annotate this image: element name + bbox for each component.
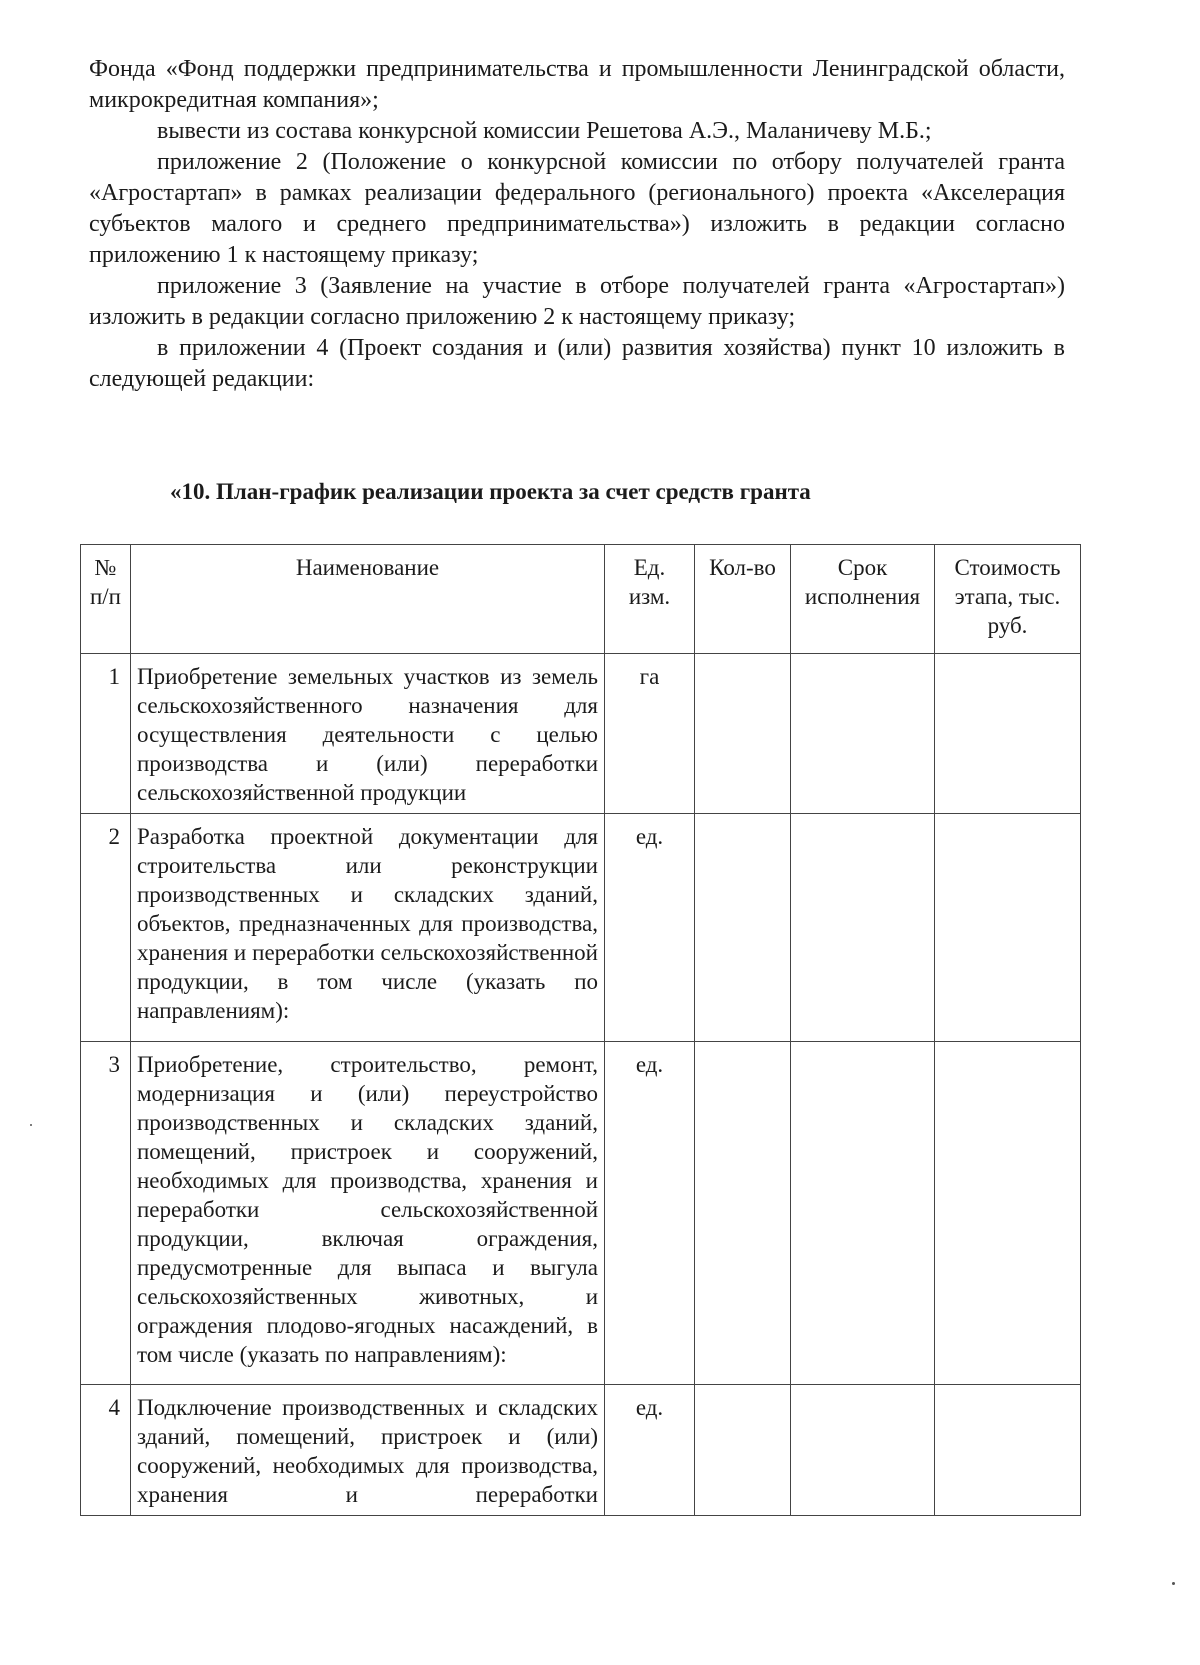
row-num: 2 <box>81 814 131 1042</box>
intro-paragraph-4: приложение 3 (Заявление на участие в отборе получателей гранта «Агростартап») изложить в редакции согласно приложению 2 к настоящему приказу; <box>89 273 1065 330</box>
row-term <box>791 814 935 1042</box>
table-row <box>81 1042 1081 1385</box>
scan-speck <box>1172 1582 1175 1585</box>
table-header-row <box>81 545 1081 654</box>
plan-schedule-table <box>80 544 1081 1516</box>
intro-paragraph-2: вывести из состава конкурсной комиссии Решетова А.Э., Маланичеву М.Б.; <box>157 118 932 144</box>
row-qty <box>695 1385 791 1516</box>
row-term <box>791 654 935 814</box>
row-cost <box>935 654 1081 814</box>
header-unit: Ед. изм. <box>605 545 695 654</box>
row-unit: ед. <box>605 1042 695 1385</box>
row-cost <box>935 1385 1081 1516</box>
intro-paragraph-3: приложение 2 (Положение о конкурсной комиссии по отбору получателей гранта «Агростартап» в рамках реализации федерального (регионального) проекта «Акселерация субъектов малого и среднего предпринимательства») изложить в редакции согласно приложению 1 к настоящему приказу; <box>89 149 1065 268</box>
row-num: 1 <box>81 654 131 814</box>
row-name: Подключение производственных и складских зданий, помещений, пристроек и (или) сооружений, необходимых для производства, хранения и переработки <box>131 1385 605 1516</box>
row-unit: га <box>605 654 695 814</box>
row-num: 3 <box>81 1042 131 1385</box>
row-name: Приобретение, строительство, ремонт, модернизация и (или) переустройство производственных и складских зданий, помещений, пристроек и сооружений, необходимых для производства, хранения и переработки сельскохозяйственной продукции, включая ограждения, предусмотренные для выпаса и выгула сельскохозяйственных животных, и ограждения плодово-ягодных насаждений, в том числе (указать по направлениям): <box>131 1042 605 1385</box>
header-qty: Кол-во <box>695 545 791 654</box>
row-name: Разработка проектной документации для строительства или реконструкции производственных и складских зданий, объектов, предназначенных для производства, хранения и переработки сельскохозяйственной продукции, в том числе (указать по направлениям): <box>131 814 605 1042</box>
intro-text <box>89 54 1065 395</box>
table-row <box>81 654 1081 814</box>
row-cost <box>935 1042 1081 1385</box>
intro-paragraph-1: Фонда «Фонд поддержки предпринимательства и промышленности Ленинградской области, микрокредитная компания»; <box>89 56 1065 113</box>
row-qty <box>695 654 791 814</box>
row-term <box>791 1042 935 1385</box>
row-unit: ед. <box>605 1385 695 1516</box>
row-term <box>791 1385 935 1516</box>
header-term: Срок исполнения <box>791 545 935 654</box>
row-name: Приобретение земельных участков из земель сельскохозяйственного назначения для осуществления деятельности с целью производства и (или) переработки сельскохозяйственной продукции <box>131 654 605 814</box>
row-qty <box>695 814 791 1042</box>
header-num: № п/п <box>81 545 131 654</box>
section-heading: «10. План-график реализации проекта за счет средств гранта <box>170 479 811 504</box>
row-unit: ед. <box>605 814 695 1042</box>
table-row <box>81 814 1081 1042</box>
scan-speck <box>30 1124 32 1126</box>
header-name: Наименование <box>131 545 605 654</box>
row-qty <box>695 1042 791 1385</box>
row-cost <box>935 814 1081 1042</box>
table-row <box>81 1385 1081 1516</box>
header-cost: Стоимость этапа, тыс. руб. <box>935 545 1081 654</box>
intro-paragraph-5: в приложении 4 (Проект создания и (или) развития хозяйства) пункт 10 изложить в следующей редакции: <box>89 335 1065 392</box>
row-num: 4 <box>81 1385 131 1516</box>
